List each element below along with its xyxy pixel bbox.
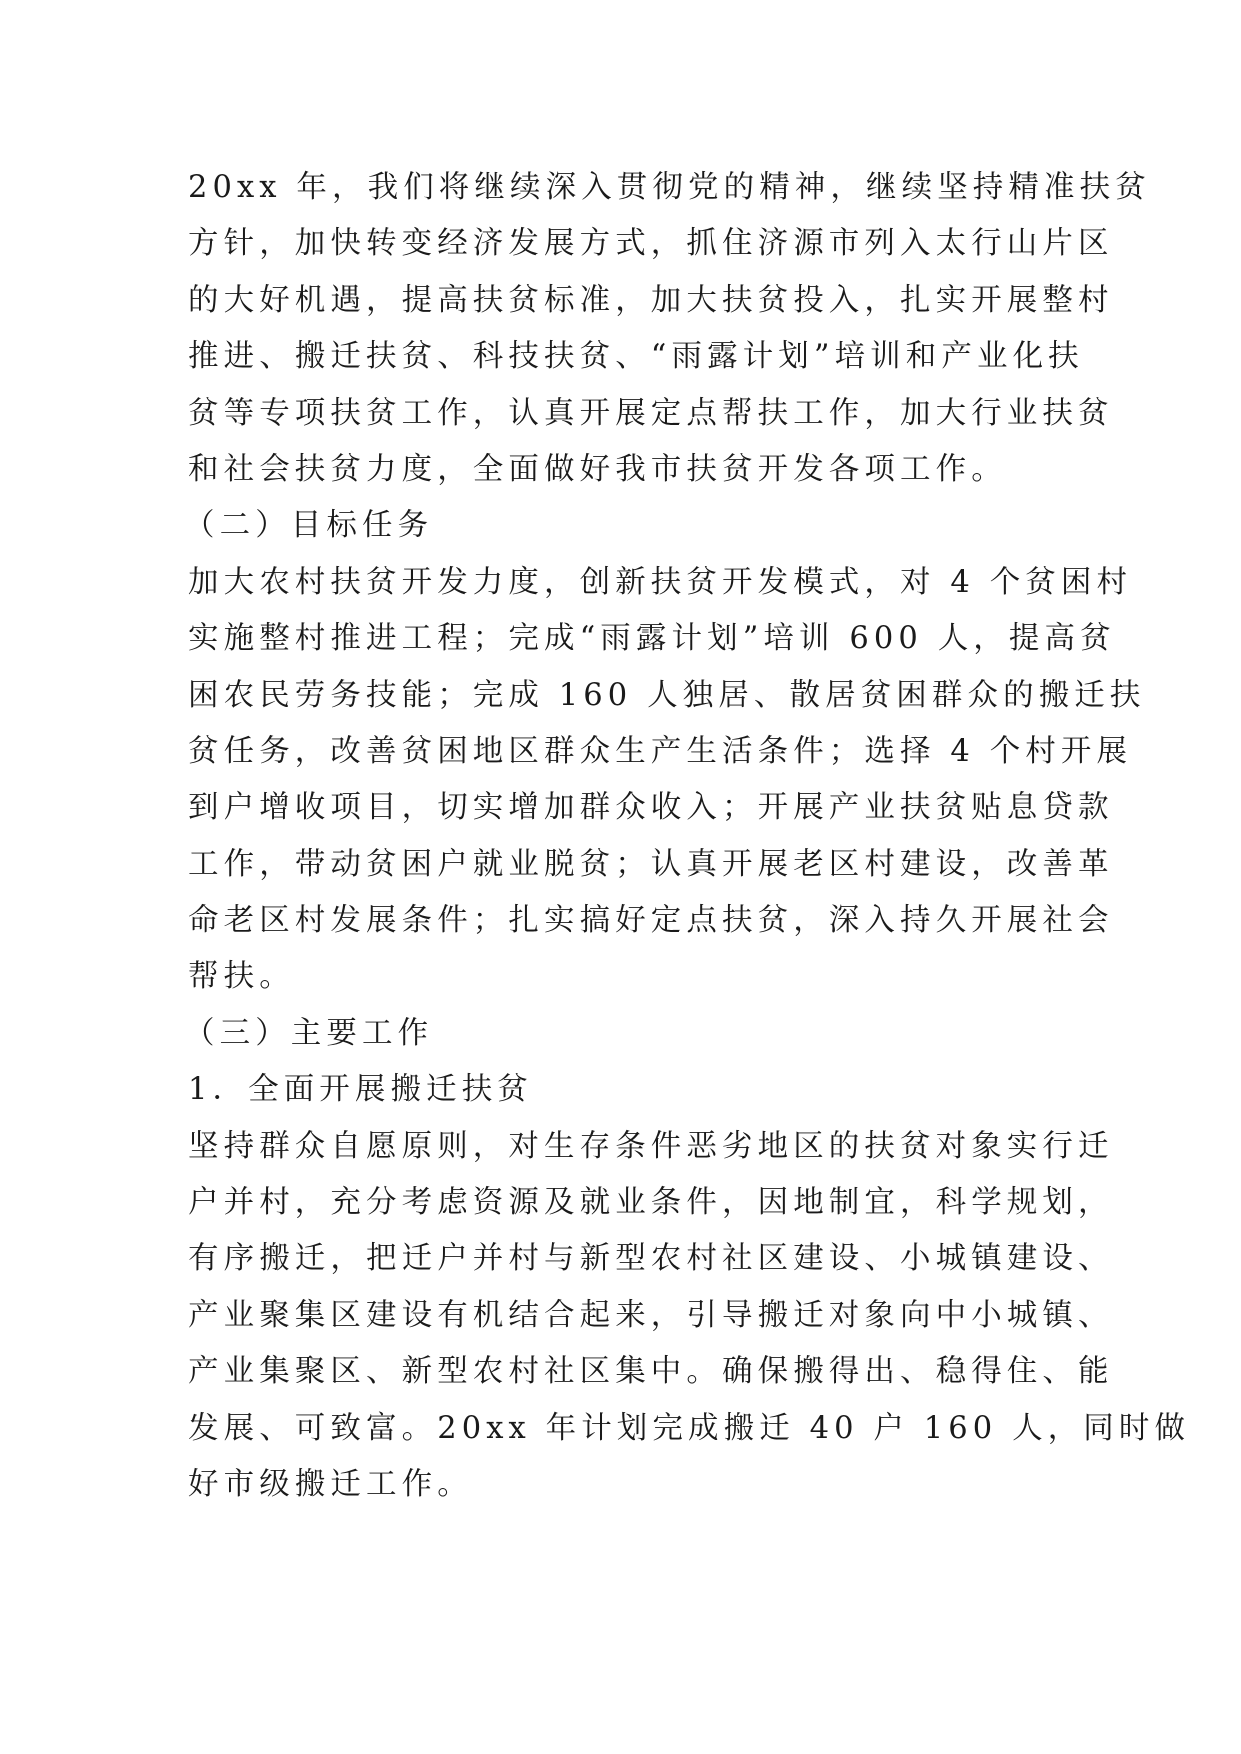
document-body	[184, 160, 1191, 1513]
paragraph-line: 到户增收项目，切实增加群众收入；开展产业扶贫贴息贷款	[188, 790, 1114, 826]
paragraph-line: 有序搬迁，把迁户并村与新型农村社区建设、小城镇建设、	[188, 1241, 1114, 1277]
paragraph-line: 帮扶。	[188, 959, 295, 995]
section-heading-main-work: （三）主要工作	[184, 1015, 434, 1051]
paragraph-line: 贫任务，改善贫困地区群众生产生活条件；选择 4 个村开展	[188, 733, 1133, 769]
paragraph-line: 加大农村扶贫开发力度，创新扶贫开发模式，对 4 个贫困村	[188, 564, 1133, 600]
paragraph-line: 推进、搬迁扶贫、科技扶贫、“雨露计划”培训和产业化扶	[188, 339, 1084, 375]
paragraph-line: 好市级搬迁工作。	[188, 1466, 473, 1502]
paragraph-line: 20xx 年，我们将继续深入贯彻党的精神，继续坚持精准扶贫	[188, 170, 1151, 205]
paragraph-line: 工作，带动贫困户就业脱贫；认真开展老区村建设，改善革	[188, 846, 1114, 882]
paragraph-line: 发展、可致富。20xx 年计划完成搬迁 40 户 160 人，同时做	[188, 1410, 1191, 1446]
paragraph-line: 方针，加快转变经济发展方式，抓住济源市列入太行山片区	[188, 226, 1114, 262]
paragraph-line: 困农民劳务技能；完成 160 人独居、散居贫困群众的搬迁扶	[188, 677, 1146, 713]
section-heading-goals: （二）目标任务	[184, 508, 434, 544]
paragraph-line: 贫等专项扶贫工作，认真开展定点帮扶工作，加大行业扶贫	[188, 395, 1114, 431]
paragraph-line: 命老区村发展条件；扎实搞好定点扶贫，深入持久开展社会	[188, 903, 1114, 939]
paragraph-line: 产业聚集区建设有机结合起来，引导搬迁对象向中小城镇、	[188, 1297, 1114, 1333]
paragraph-line: 和社会扶贫力度，全面做好我市扶贫开发各项工作。	[188, 451, 1007, 487]
paragraph-line: 产业集聚区、新型农村社区集中。确保搬得出、稳得住、能	[188, 1354, 1114, 1390]
paragraph-line: 户并村，充分考虑资源及就业条件，因地制宜，科学规划，	[188, 1185, 1114, 1221]
subsection-heading-relocation: 1．全面开展搬迁扶贫	[188, 1072, 533, 1108]
paragraph-line: 的大好机遇，提高扶贫标准，加大扶贫投入，扎实开展整村	[188, 282, 1114, 318]
paragraph-line: 坚持群众自愿原则，对生存条件恶劣地区的扶贫对象实行迁	[188, 1128, 1114, 1164]
paragraph-line: 实施整村推进工程；完成“雨露计划”培训 600 人，提高贫	[188, 621, 1116, 657]
